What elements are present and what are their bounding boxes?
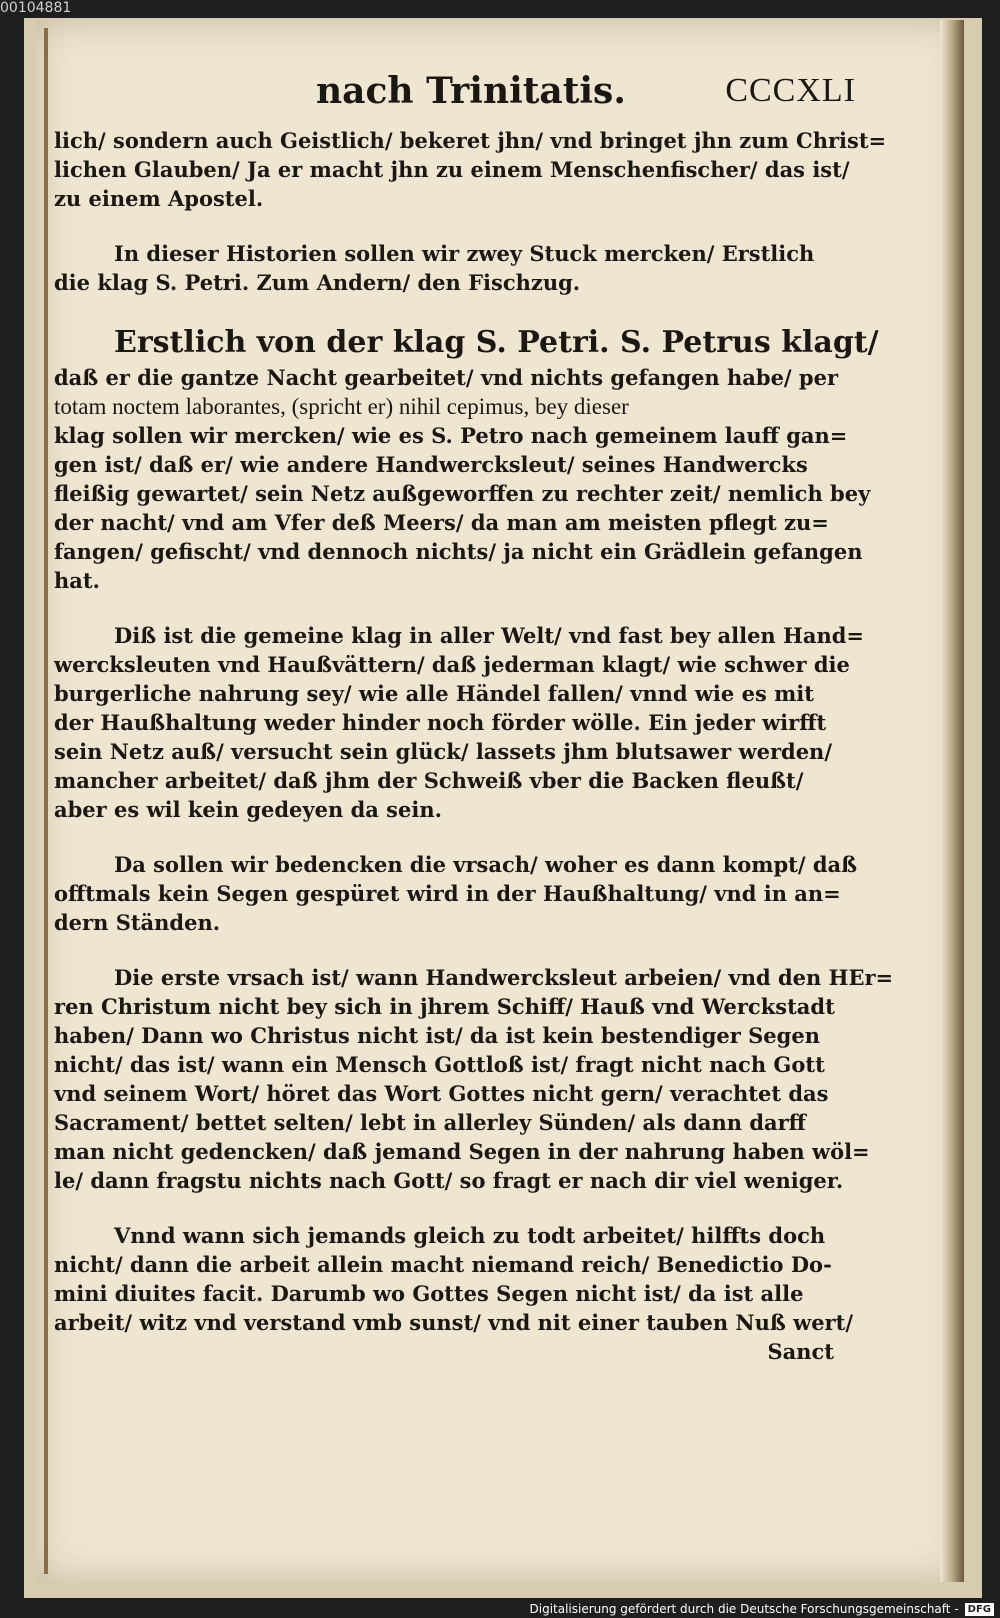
text-line: nicht/ das ist/ wann ein Mensch Gottloß ist/ fragt nicht nach Gott [54,1052,825,1077]
text-line: fangen/ gefischt/ vnd dennoch nichts/ ja nicht ein Grädlein gefangen [54,539,863,564]
text-line: offtmals kein Segen gespüret wird in der Haußhaltung/ vnd in an= [54,881,841,906]
text-line: daß er die gantze Nacht gearbeitet/ vnd nichts gefangen habe/ per [54,365,839,390]
paragraph [54,239,834,297]
text-line: man nicht gedencken/ daß jemand Segen in der nahrung haben wöl= [54,1139,870,1164]
text-line: arbeit/ witz vnd verstand vmb sunst/ vnd nit einer tauben Nuß wert/ [54,1310,853,1335]
body-text [54,126,894,1392]
text-line: haben/ Dann wo Christus nicht ist/ da ist kein bestendiger Segen [54,1023,820,1048]
text-line: wercksleuten vnd Haußvättern/ daß jederman klagt/ wie schwer die [54,652,850,677]
section-heading: Erstlich von der klag S. Petri. S. Petrus klagt/ [114,325,879,360]
text-line: fleißig gewartet/ sein Netz außgeworffen zu rechter zeit/ nemlich bey [54,481,871,506]
text-line: gen ist/ daß er/ wie andere Handwercksleut/ seines Handwercks [54,452,808,477]
text-line: aber es wil kein gedeyen da sein. [54,797,442,822]
text-line: vnd seinem Wort/ höret das Wort Gottes nicht gern/ verachtet das [54,1081,829,1106]
text-line: die klag S. Petri. Zum Andern/ den Fischzug. [54,270,581,295]
text-line: sein Netz auß/ versucht sein glück/ lassets jhm blutsawer werden/ [54,739,832,764]
paragraph [54,323,879,595]
folio-number: CCCXLI [725,72,856,109]
text-line: burgerliche nahrung sey/ wie alle Händel fallen/ vnnd wie es mit [54,681,814,706]
text-line: Sacrament/ bettet selten/ lebt in allerley Sünden/ als dann darff [54,1110,806,1135]
text-line: Diß ist die gemeine klag in aller Welt/ vnd fast bey allen Hand= [114,623,865,648]
paragraph [54,850,858,937]
text-line: dern Ständen. [54,910,221,935]
text-line-latin: totam noctem laborantes, (spricht er) nihil cepimus, bey dieser [54,394,629,419]
text-line: lich/ sondern auch Geistlich/ bekeret jhn/ vnd bringet jhn zum Christ= [54,128,887,153]
footer-text: Digitalisierung gefördert durch die Deutsche Forschungsgemeinschaft - [529,1602,959,1616]
catchword: Sanct [767,1339,834,1364]
book-spine [940,20,964,1582]
text-line: Vnnd wann sich jemands gleich zu todt arbeitet/ hilffts doch [114,1223,826,1248]
text-line: klag sollen wir mercken/ wie es S. Petro nach gemeinem lauff gan= [54,423,848,448]
paragraph [54,621,865,824]
text-line: ren Christum nicht bey sich in jhrem Schiff/ Hauß vnd Werckstadt [54,994,835,1019]
text-line: hat. [54,568,100,593]
text-line: le/ dann fragstu nichts nach Gott/ so fragt er nach dir viel weniger. [54,1168,844,1193]
paragraph [54,963,894,1195]
text-line: der Haußhaltung weder hinder noch förder wölle. Ein jeder wirfft [54,710,827,735]
text-line: In dieser Historien sollen wir zwey Stuck mercken/ Erstlich [114,241,815,266]
running-head: nach Trinitatis. [316,70,626,112]
paragraph [54,1221,853,1366]
text-line: Die erste vrsach ist/ wann Handwercksleut arbeien/ vnd den HEr= [114,965,894,990]
scan-id: 00104881 [0,0,72,16]
text-line: mancher arbeitet/ daß jhm der Schweiß vber die Backen fleußt/ [54,768,804,793]
text-line: zu einem Apostel. [54,186,264,211]
text-line: mini diuites facit. Darumb wo Gottes Segen nicht ist/ da ist alle [54,1281,804,1306]
text-line: nicht/ dann die arbeit allein macht niemand reich/ Benedictio Do- [54,1252,832,1277]
digitization-credit [530,1602,995,1616]
text-line: Da sollen wir bedencken die vrsach/ woher es dann kompt/ daß [114,852,858,877]
text-line: der nacht/ vnd am Vfer deß Meers/ da man am meisten pflegt zu= [54,510,829,535]
text-line: lichen Glauben/ Ja er macht jhn zu einem Menschenfischer/ das ist/ [54,157,850,182]
paragraph [54,126,887,213]
dfg-logo: DFG [965,1603,994,1616]
book-page [36,20,964,1582]
